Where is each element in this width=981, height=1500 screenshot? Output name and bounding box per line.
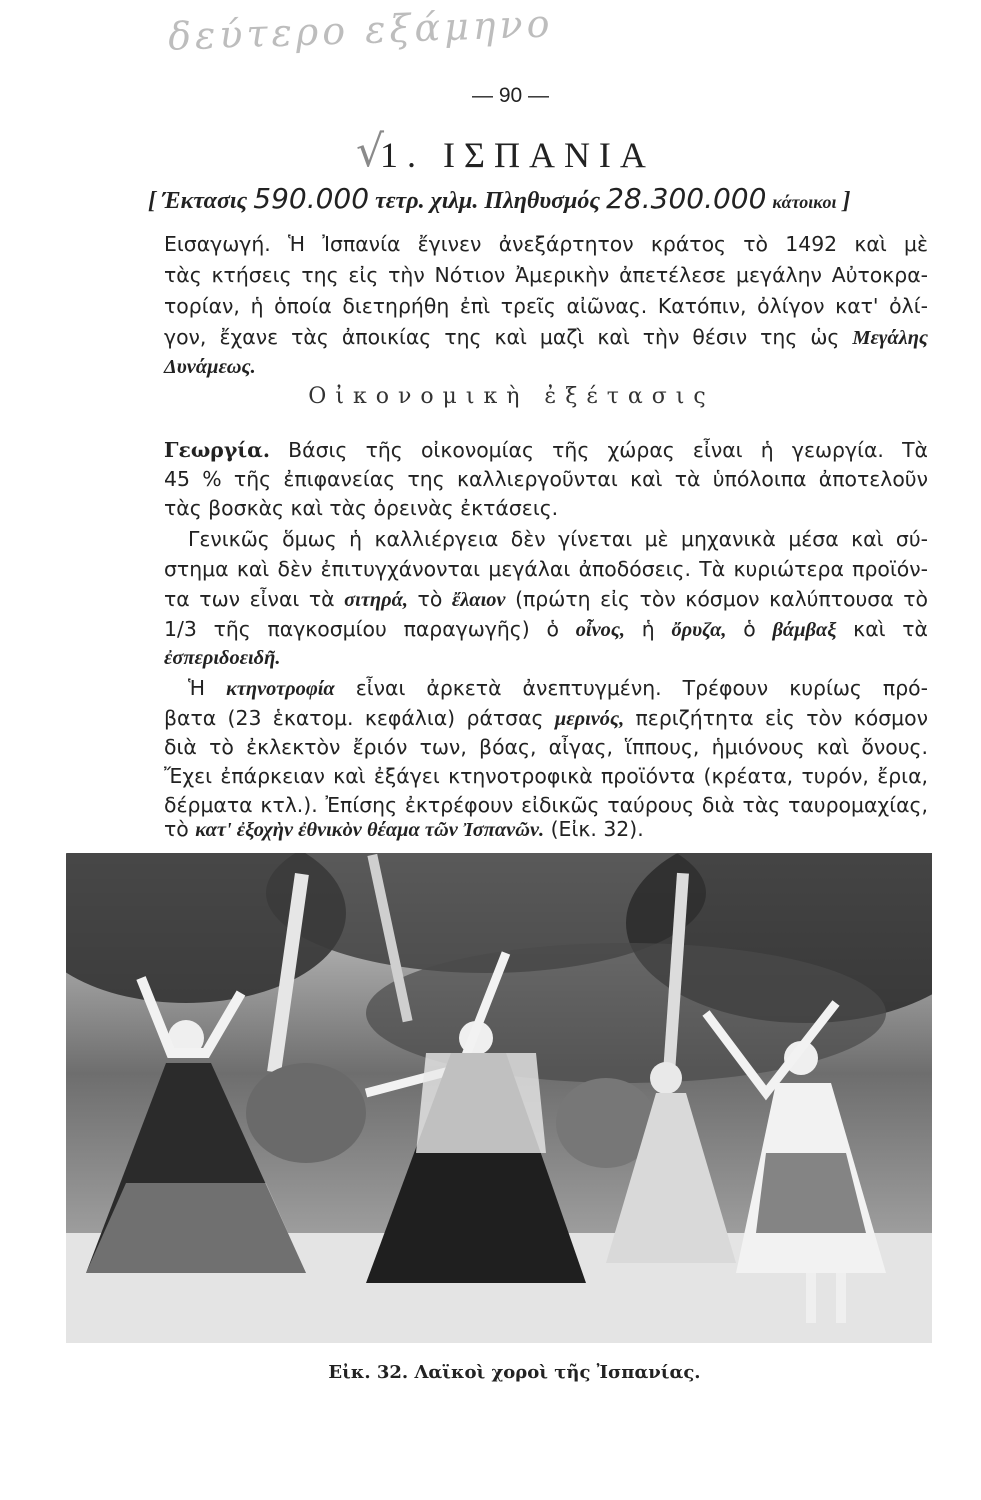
agriculture-line-2: 45 % τῆς ἐπιφανείας της καλλιεργοῦνται καὶ τὰ ὑπόλοιπα ἀποτελοῦν [164, 467, 928, 491]
agriculture-label: Γεωργία. [164, 438, 270, 462]
figure-caption: Εἰκ. 32. Λαϊκοὶ χοροὶ τῆς Ἰσπανίας. [328, 1362, 701, 1383]
livestock-line-6: τὸ κατ' ἐξοχὴν ἐθνικὸν θέαμα τῶν Ἰσπανῶν. (Εἰκ. 32). [164, 817, 644, 841]
intro-line-1: Εισαγωγή. Ἡ Ἰσπανία ἔγινεν ἀνεξάρτητον κράτος τὸ 1492 καὶ μὲ [164, 232, 928, 256]
population-value: 28.300.000 [606, 182, 767, 215]
check-mark: √ [356, 126, 385, 177]
livestock-line-5: δέρματα κτλ.). Ἐπίσης ἐκτρέφουν εἰδικῶς ταύρους διὰ τὰς ταυρομαχίας, [164, 793, 928, 817]
livestock-line-2: βατα (23 ἑκατομ. κεφάλια) ράτσας μερινός, περιζήτητα εἰς τὸν κόσμον [164, 706, 928, 730]
handwritten-note: δεύτερο εξάμηνο [167, 1, 555, 59]
intro-line-3: τορίαν, ἡ ὁποία διετηρήθη ἐπὶ τρεῖς αἰῶνας. Κατόπιν, ὀλίγον κατ' ὀλί- [164, 294, 928, 318]
farming-line-5: ἐσπεριδοειδῆ. [164, 647, 281, 669]
farming-line-2: στημα καὶ δὲν ἐπιτυγχάνονται μεγάλαι ἀποδόσεις. Τὰ κυριώτερα προϊόν- [164, 557, 928, 581]
livestock-line-1: Ἡ κτηνοτροφία εἶναι ἀρκετὰ ἀνεπτυγμένη. Τρέφουν κυρίως πρό- [188, 676, 928, 700]
agriculture-line-1: Γεωργία. Βάσις τῆς οἰκονομίας τῆς χώρας εἶναι ἡ γεωργία. Τὰ [164, 438, 928, 462]
chapter-title [380, 134, 655, 176]
area-value: 590.000 [253, 182, 370, 215]
area-label: Έκτασις [162, 188, 248, 214]
farming-line-3: τα των εἶναι τὰ σιτηρά, τὸ ἔλαιον (πρώτη εἰς τὸν κόσμον καλύπτουσα τὸ [164, 587, 928, 611]
intro-label: Εισαγωγή. [164, 232, 271, 256]
population-label: Πληθυσμός [484, 188, 601, 214]
livestock-line-4: Ἔχει ἐπάρκειαν καὶ ἐξάγει κτηνοτροφικὰ προϊόντα (κρέατα, τυρόν, ἔρια, [164, 764, 928, 788]
country-stats: [ Έκτασις 590.000 τετρ. χιλμ. Πληθυσμός 28.300.000 κάτοικοι ] [148, 182, 851, 215]
intro-line-4: γον, ἔχανε τὰς ἀποικίας της καὶ μαζὶ καὶ τὴν θέσιν της ὡς Μεγάλης [164, 325, 928, 349]
photo-illustration [66, 853, 932, 1343]
chapter-number: 1. [380, 135, 425, 175]
chapter-name: ΙΣΠΑΝΙΑ [443, 135, 655, 175]
intro-line-2: τὰς κτήσεις της εἰς τὴν Νότιον Ἀμερικὴν ἀπετέλεσε μεγάλην Αὐτοκρα- [164, 263, 928, 287]
area-unit: τετρ. χιλμ. [375, 188, 479, 214]
intro-line-5: Δυνάμεως. [164, 356, 256, 378]
population-unit: κάτοικοι [772, 192, 837, 212]
farming-line-1: Γενικῶς ὅμως ἡ καλλιέργεια δὲν γίνεται μὲ μηχανικὰ μέσα καὶ σύ- [188, 527, 928, 551]
livestock-line-3: διὰ τὸ ἐκλεκτὸν ἔριόν των, βόας, αἶγας, ἵππους, ἡμιόνους καὶ ὄνους. [164, 735, 928, 759]
agriculture-line-3: τὰς βοσκὰς καὶ τὰς ὀρεινὰς ἐκτάσεις. [164, 496, 559, 520]
page-number: — 90 — [471, 84, 550, 107]
farming-line-4: 1/3 τῆς παγκοσμίου παραγωγῆς) ὁ οἶνος, ἡ ὄρυζα, ὁ βάμβαξ καὶ τὰ [164, 617, 928, 641]
section-heading: Οἰκονομικὴ ἐξέτασις [308, 384, 715, 409]
dance-photograph [66, 853, 932, 1343]
